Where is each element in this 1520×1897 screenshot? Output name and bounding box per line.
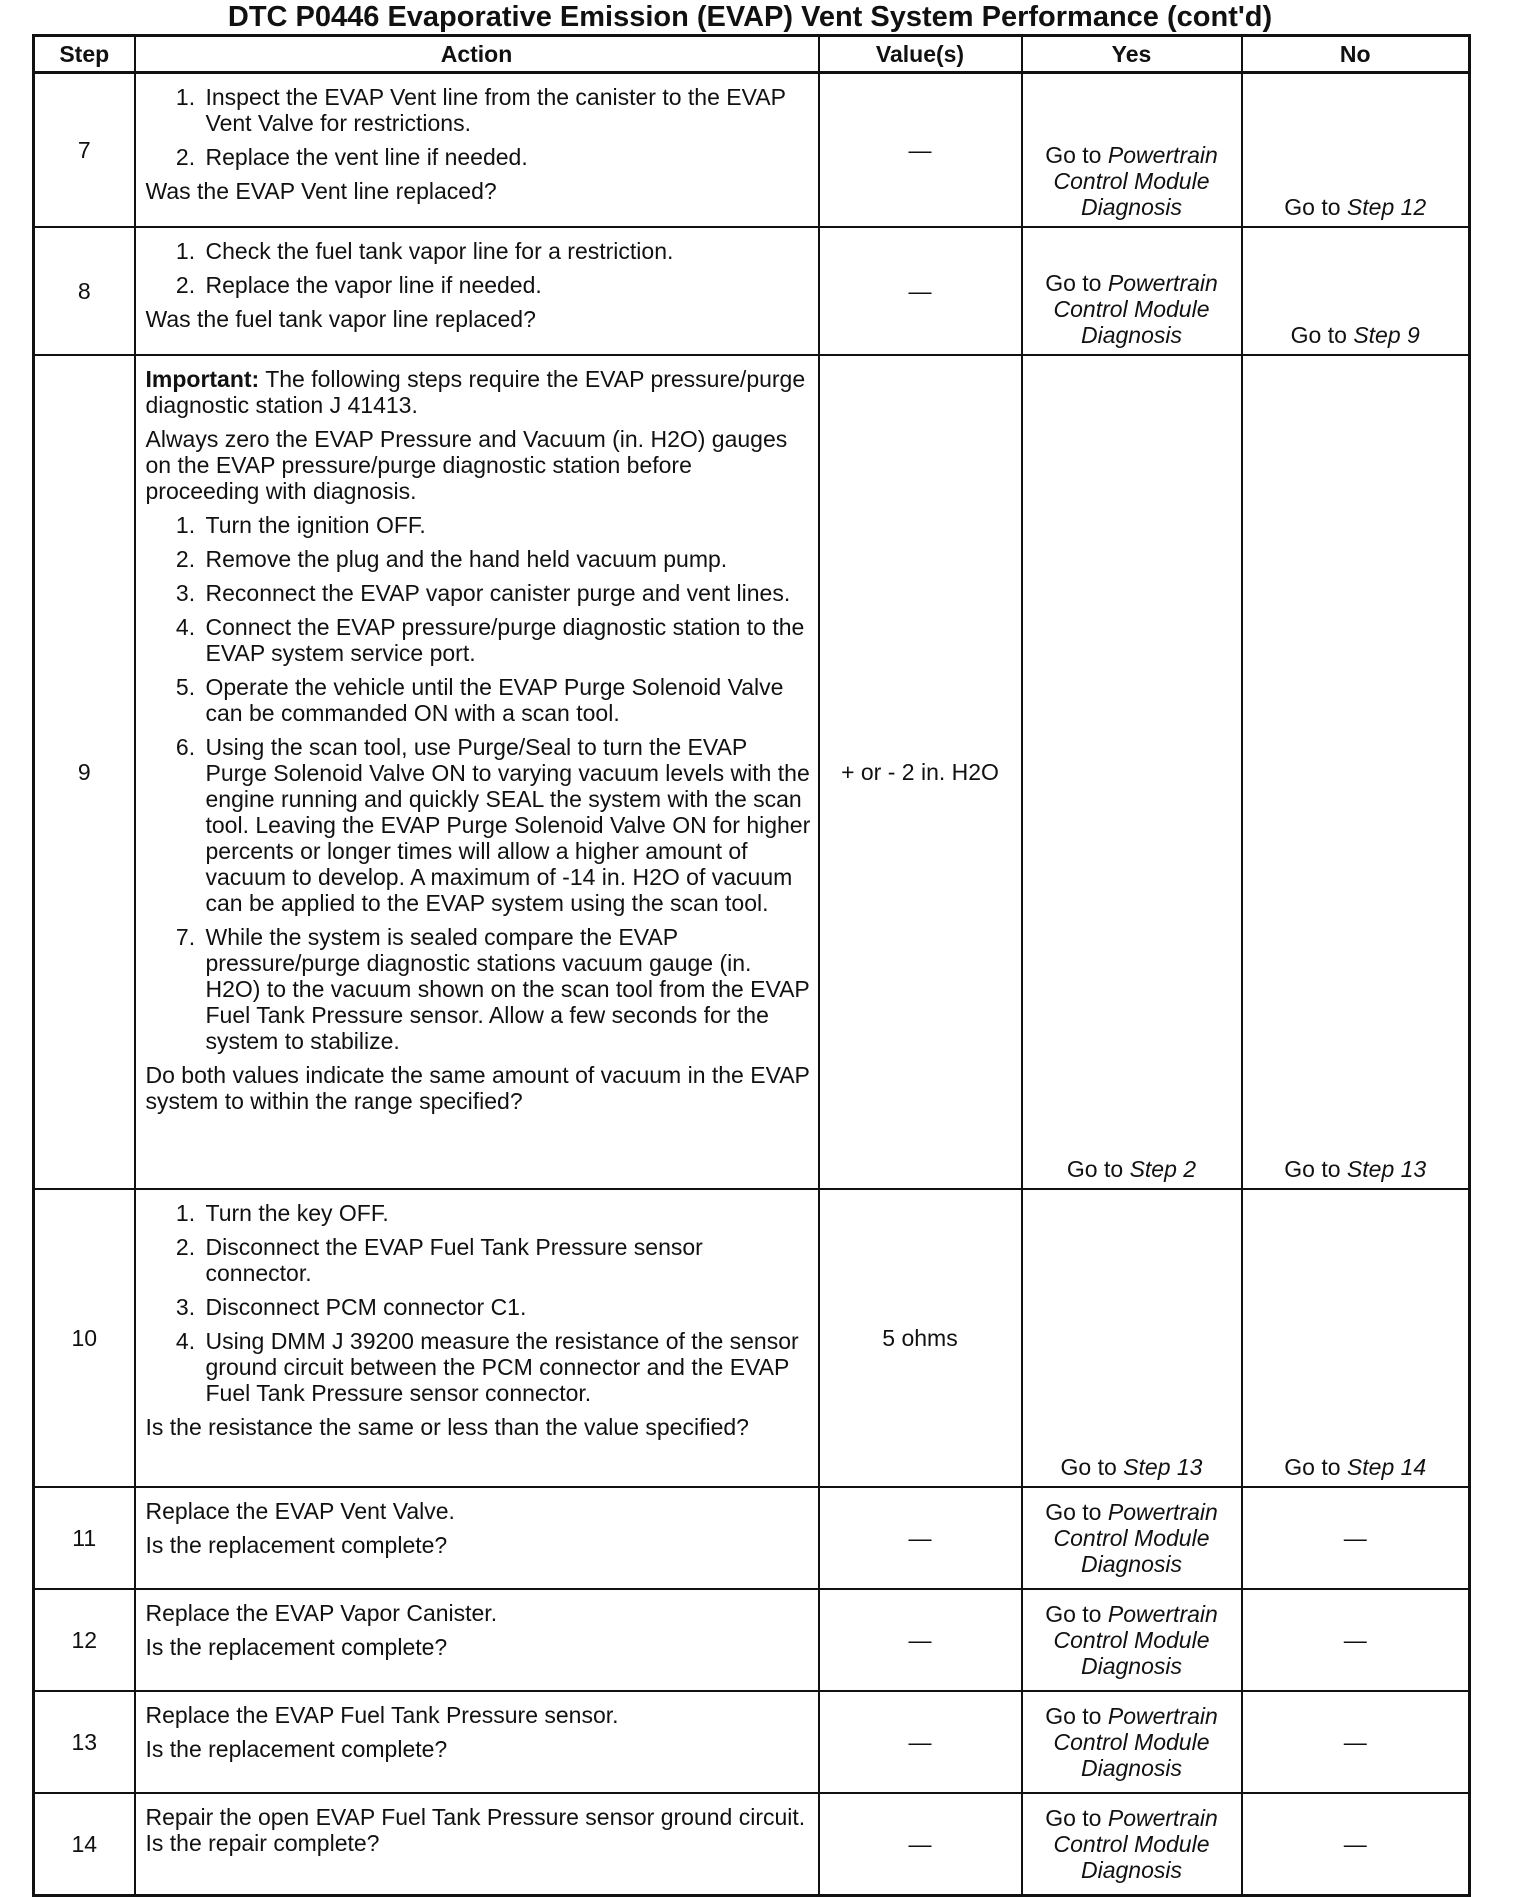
action-question: Is the replacement complete? xyxy=(145,1532,448,1558)
action-item: 4. Connect the EVAP pressure/purge diagnostic station to the EVAP system service port. xyxy=(202,614,812,666)
yes-prefix: Go to xyxy=(1045,1703,1108,1729)
value-cell xyxy=(819,1487,1022,1589)
no-cell xyxy=(1242,227,1470,355)
action-cell xyxy=(135,1189,819,1487)
table-row-step-14 xyxy=(34,1793,1470,1896)
action-cell xyxy=(135,355,819,1189)
action-text: Repair the open EVAP Fuel Tank Pressure sensor ground circuit. Is the repair complete? xyxy=(145,1804,806,1856)
header-yes: Yes xyxy=(1022,36,1242,73)
yes-cell xyxy=(1022,227,1242,355)
no-text: — xyxy=(1343,1627,1367,1653)
diagnostic-table xyxy=(32,34,1471,1897)
header-row xyxy=(34,36,1470,73)
action-text: Replace the EVAP Fuel Tank Pressure sensor. xyxy=(145,1702,619,1728)
yes-prefix: Go to xyxy=(1045,1499,1108,1525)
action-list xyxy=(146,512,812,1054)
action-question: Is the replacement complete? xyxy=(145,1736,448,1762)
no-cell xyxy=(1242,1487,1470,1589)
step-number: 9 xyxy=(34,355,135,1189)
action-text: Replace the EVAP Vent Valve. xyxy=(145,1498,455,1524)
value-text: — xyxy=(908,1729,932,1755)
table-row-step-9 xyxy=(34,355,1470,1189)
action-question: Is the resistance the same or less than the value specified? xyxy=(145,1414,749,1440)
no-cell xyxy=(1242,1189,1470,1487)
table-row-step-8 xyxy=(34,227,1470,355)
value-text: — xyxy=(908,1831,932,1857)
action-list xyxy=(146,1200,812,1406)
important-label: Important: xyxy=(145,366,260,392)
yes-target: Step 13 xyxy=(1123,1454,1203,1480)
no-text: — xyxy=(1343,1831,1367,1857)
action-cell xyxy=(135,1691,819,1793)
header-no: No xyxy=(1242,36,1470,73)
value-cell xyxy=(819,73,1022,228)
action-item: 1. Inspect the EVAP Vent line from the canister to the EVAP Vent Valve for restrictions. xyxy=(202,84,812,136)
no-cell xyxy=(1242,73,1470,228)
yes-target: Powertrain Control Module Diagnosis xyxy=(1053,1601,1218,1679)
value-text: — xyxy=(908,1525,932,1551)
value-cell xyxy=(819,355,1022,1189)
action-cell xyxy=(135,1589,819,1691)
action-list xyxy=(146,238,812,298)
important-text: The following steps require the EVAP pressure/purge diagnostic station J 41413. xyxy=(145,366,806,418)
action-item: 5. Operate the vehicle until the EVAP Purge Solenoid Valve can be commanded ON with a scan tool. xyxy=(202,674,812,726)
header-action: Action xyxy=(135,36,819,73)
action-item: 7. While the system is sealed compare the EVAP pressure/purge diagnostic stations vacuum gauge (in. H2O) to the vacuum shown on the scan tool from the EVAP Fuel Tank Pressure sensor. Allow a few seconds for the system to stabilize. xyxy=(202,924,812,1054)
value-text: — xyxy=(908,1627,932,1653)
yes-prefix: Go to xyxy=(1066,1156,1130,1182)
step-number: 12 xyxy=(34,1589,135,1691)
yes-target: Powertrain Control Module Diagnosis xyxy=(1053,142,1218,220)
action-item: 3. Reconnect the EVAP vapor canister purge and vent lines. xyxy=(202,580,812,606)
value-text: — xyxy=(908,278,932,304)
page-title: DTC P0446 Evaporative Emission (EVAP) Vent System Performance (cont'd) xyxy=(227,1,1273,33)
action-cell xyxy=(135,73,819,228)
step-number: 8 xyxy=(34,227,135,355)
no-cell xyxy=(1242,1691,1470,1793)
yes-cell xyxy=(1022,1691,1242,1793)
yes-prefix: Go to xyxy=(1060,1454,1124,1480)
no-prefix: Go to xyxy=(1290,322,1354,348)
action-item: 1. Turn the ignition OFF. xyxy=(202,512,812,538)
no-prefix: Go to xyxy=(1284,194,1347,220)
action-item: 2. Disconnect the EVAP Fuel Tank Pressure sensor connector. xyxy=(202,1234,812,1286)
yes-target: Powertrain Control Module Diagnosis xyxy=(1053,1703,1218,1781)
table-row-step-10 xyxy=(34,1189,1470,1487)
action-cell xyxy=(135,1487,819,1589)
value-cell xyxy=(819,1691,1022,1793)
important-note xyxy=(146,366,812,418)
yes-cell xyxy=(1022,73,1242,228)
no-text: — xyxy=(1343,1525,1367,1551)
action-list xyxy=(146,84,812,170)
action-cell xyxy=(135,227,819,355)
value-cell xyxy=(819,1589,1022,1691)
step-number: 10 xyxy=(34,1189,135,1487)
yes-cell xyxy=(1022,355,1242,1189)
value-cell xyxy=(819,1793,1022,1896)
no-prefix: Go to xyxy=(1284,1156,1347,1182)
action-question: Do both values indicate the same amount of vacuum in the EVAP system to within the range specified? xyxy=(145,1062,810,1114)
step-number: 7 xyxy=(34,73,135,228)
yes-target: Powertrain Control Module Diagnosis xyxy=(1053,270,1218,348)
yes-prefix: Go to xyxy=(1045,1601,1108,1627)
step-number: 11 xyxy=(34,1487,135,1589)
no-target: Step 12 xyxy=(1346,194,1427,220)
value-text: + or - 2 in. H2O xyxy=(841,759,999,785)
no-target: Step 9 xyxy=(1353,322,1420,348)
yes-cell xyxy=(1022,1793,1242,1896)
yes-cell xyxy=(1022,1189,1242,1487)
action-cell xyxy=(135,1793,819,1896)
yes-target: Step 2 xyxy=(1129,1156,1197,1182)
action-item: 6. Using the scan tool, use Purge/Seal to turn the EVAP Purge Solenoid Valve ON to varying vacuum levels with the engine running and quickly SEAL the system with the scan tool. Leaving the EVAP Purge Solenoid Valve ON for higher percents or longer times will allow a higher amount of vacuum to develop. A maximum of -14 in. H2O of vacuum can be applied to the EVAP system using the scan tool. xyxy=(202,734,812,916)
value-cell xyxy=(819,1189,1022,1487)
yes-target: Powertrain Control Module Diagnosis xyxy=(1053,1805,1218,1883)
action-question: Was the EVAP Vent line replaced? xyxy=(145,178,497,204)
no-cell xyxy=(1242,355,1470,1189)
yes-target: Powertrain Control Module Diagnosis xyxy=(1053,1499,1218,1577)
action-item: 2. Remove the plug and the hand held vacuum pump. xyxy=(202,546,812,572)
table-row-step-12 xyxy=(34,1589,1470,1691)
zero-gauges-note: Always zero the EVAP Pressure and Vacuum (in. H2O) gauges on the EVAP pressure/purge diagnostic station before proceeding with diagnosis. xyxy=(145,426,788,504)
step-number: 14 xyxy=(34,1793,135,1896)
action-item: 3. Disconnect PCM connector C1. xyxy=(202,1294,812,1320)
value-text: 5 ohms xyxy=(882,1325,958,1351)
value-text: — xyxy=(908,137,932,163)
no-text: — xyxy=(1343,1729,1367,1755)
yes-prefix: Go to xyxy=(1045,142,1108,168)
action-item: 4. Using DMM J 39200 measure the resistance of the sensor ground circuit between the PCM connector and the EVAP Fuel Tank Pressure sensor connector. xyxy=(202,1328,812,1406)
yes-prefix: Go to xyxy=(1045,270,1108,296)
table-row-step-7 xyxy=(34,73,1470,228)
yes-prefix: Go to xyxy=(1045,1805,1108,1831)
value-cell xyxy=(819,227,1022,355)
no-prefix: Go to xyxy=(1284,1454,1347,1480)
no-target: Step 14 xyxy=(1346,1454,1427,1480)
action-item: 1. Check the fuel tank vapor line for a restriction. xyxy=(202,238,812,264)
yes-cell xyxy=(1022,1589,1242,1691)
action-item: 2. Replace the vapor line if needed. xyxy=(202,272,812,298)
no-target: Step 13 xyxy=(1346,1156,1427,1182)
header-values: Value(s) xyxy=(819,36,1022,73)
action-text: Replace the EVAP Vapor Canister. xyxy=(145,1600,498,1626)
table-row-step-13 xyxy=(34,1691,1470,1793)
no-cell xyxy=(1242,1589,1470,1691)
header-step: Step xyxy=(34,36,135,73)
table-row-step-11 xyxy=(34,1487,1470,1589)
action-item: 1. Turn the key OFF. xyxy=(202,1200,812,1226)
action-question: Is the replacement complete? xyxy=(145,1634,448,1660)
step-number: 13 xyxy=(34,1691,135,1793)
no-cell xyxy=(1242,1793,1470,1896)
action-item: 2. Replace the vent line if needed. xyxy=(202,144,812,170)
action-question: Was the fuel tank vapor line replaced? xyxy=(145,306,536,332)
yes-cell xyxy=(1022,1487,1242,1589)
